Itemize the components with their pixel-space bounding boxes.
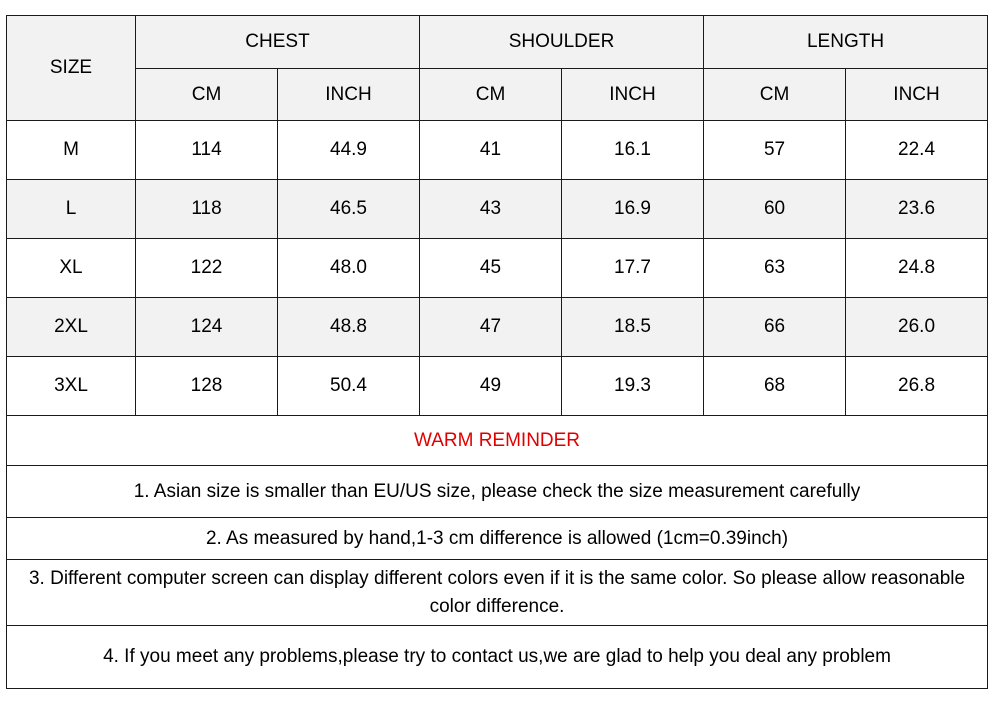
shoulder-cm-cell: 49 (420, 357, 562, 416)
size-cell: 2XL (7, 298, 136, 357)
note-row (7, 466, 988, 518)
length-cm-header: CM (704, 69, 846, 121)
length-inch-cell: 22.4 (846, 121, 988, 180)
note-row (7, 626, 988, 689)
length-inch-cell: 26.0 (846, 298, 988, 357)
length-inch-cell: 26.8 (846, 357, 988, 416)
length-cm-cell: 57 (704, 121, 846, 180)
note-text: 4. If you meet any problems,please try to contact us,we are glad to help you deal any problem (7, 626, 988, 689)
note-row (7, 560, 988, 626)
chest-cm-cell: 122 (136, 239, 278, 298)
shoulder-inch-cell: 19.3 (562, 357, 704, 416)
note-text: 2. As measured by hand,1-3 cm difference is allowed (1cm=0.39inch) (7, 518, 988, 560)
chest-cm-cell: 118 (136, 180, 278, 239)
table-row (7, 121, 988, 180)
chest-inch-header: INCH (278, 69, 420, 121)
note-text: 1. Asian size is smaller than EU/US size, please check the size measurement carefully (7, 466, 988, 518)
length-inch-cell: 23.6 (846, 180, 988, 239)
shoulder-cm-cell: 45 (420, 239, 562, 298)
size-cell: L (7, 180, 136, 239)
chest-header: CHEST (136, 16, 420, 69)
length-cm-cell: 60 (704, 180, 846, 239)
size-cell: 3XL (7, 357, 136, 416)
shoulder-cm-cell: 43 (420, 180, 562, 239)
chest-inch-cell: 44.9 (278, 121, 420, 180)
table-row (7, 298, 988, 357)
chest-cm-cell: 128 (136, 357, 278, 416)
shoulder-inch-cell: 17.7 (562, 239, 704, 298)
chest-inch-cell: 46.5 (278, 180, 420, 239)
header-row-units (7, 69, 988, 121)
note-row (7, 518, 988, 560)
shoulder-cm-cell: 47 (420, 298, 562, 357)
size-cell: XL (7, 239, 136, 298)
chest-cm-cell: 114 (136, 121, 278, 180)
length-header: LENGTH (704, 16, 988, 69)
size-column-header: SIZE (7, 16, 136, 121)
warm-reminder-title: WARM REMINDER (7, 416, 988, 466)
chest-cm-cell: 124 (136, 298, 278, 357)
shoulder-cm-header: CM (420, 69, 562, 121)
shoulder-header: SHOULDER (420, 16, 704, 69)
length-cm-cell: 68 (704, 357, 846, 416)
length-cm-cell: 66 (704, 298, 846, 357)
shoulder-inch-cell: 16.1 (562, 121, 704, 180)
size-cell: M (7, 121, 136, 180)
warm-reminder-row (7, 416, 988, 466)
shoulder-cm-cell: 41 (420, 121, 562, 180)
size-table (6, 15, 988, 689)
shoulder-inch-header: INCH (562, 69, 704, 121)
shoulder-inch-cell: 18.5 (562, 298, 704, 357)
chest-inch-cell: 50.4 (278, 357, 420, 416)
chest-inch-cell: 48.8 (278, 298, 420, 357)
chest-inch-cell: 48.0 (278, 239, 420, 298)
note-text: 3. Different computer screen can display different colors even if it is the same color. So please allow reasonable color difference. (7, 560, 988, 626)
length-inch-header: INCH (846, 69, 988, 121)
length-cm-cell: 63 (704, 239, 846, 298)
table-row (7, 357, 988, 416)
chest-cm-header: CM (136, 69, 278, 121)
header-row-groups (7, 16, 988, 69)
size-chart (6, 15, 987, 689)
length-inch-cell: 24.8 (846, 239, 988, 298)
table-row (7, 239, 988, 298)
shoulder-inch-cell: 16.9 (562, 180, 704, 239)
table-row (7, 180, 988, 239)
